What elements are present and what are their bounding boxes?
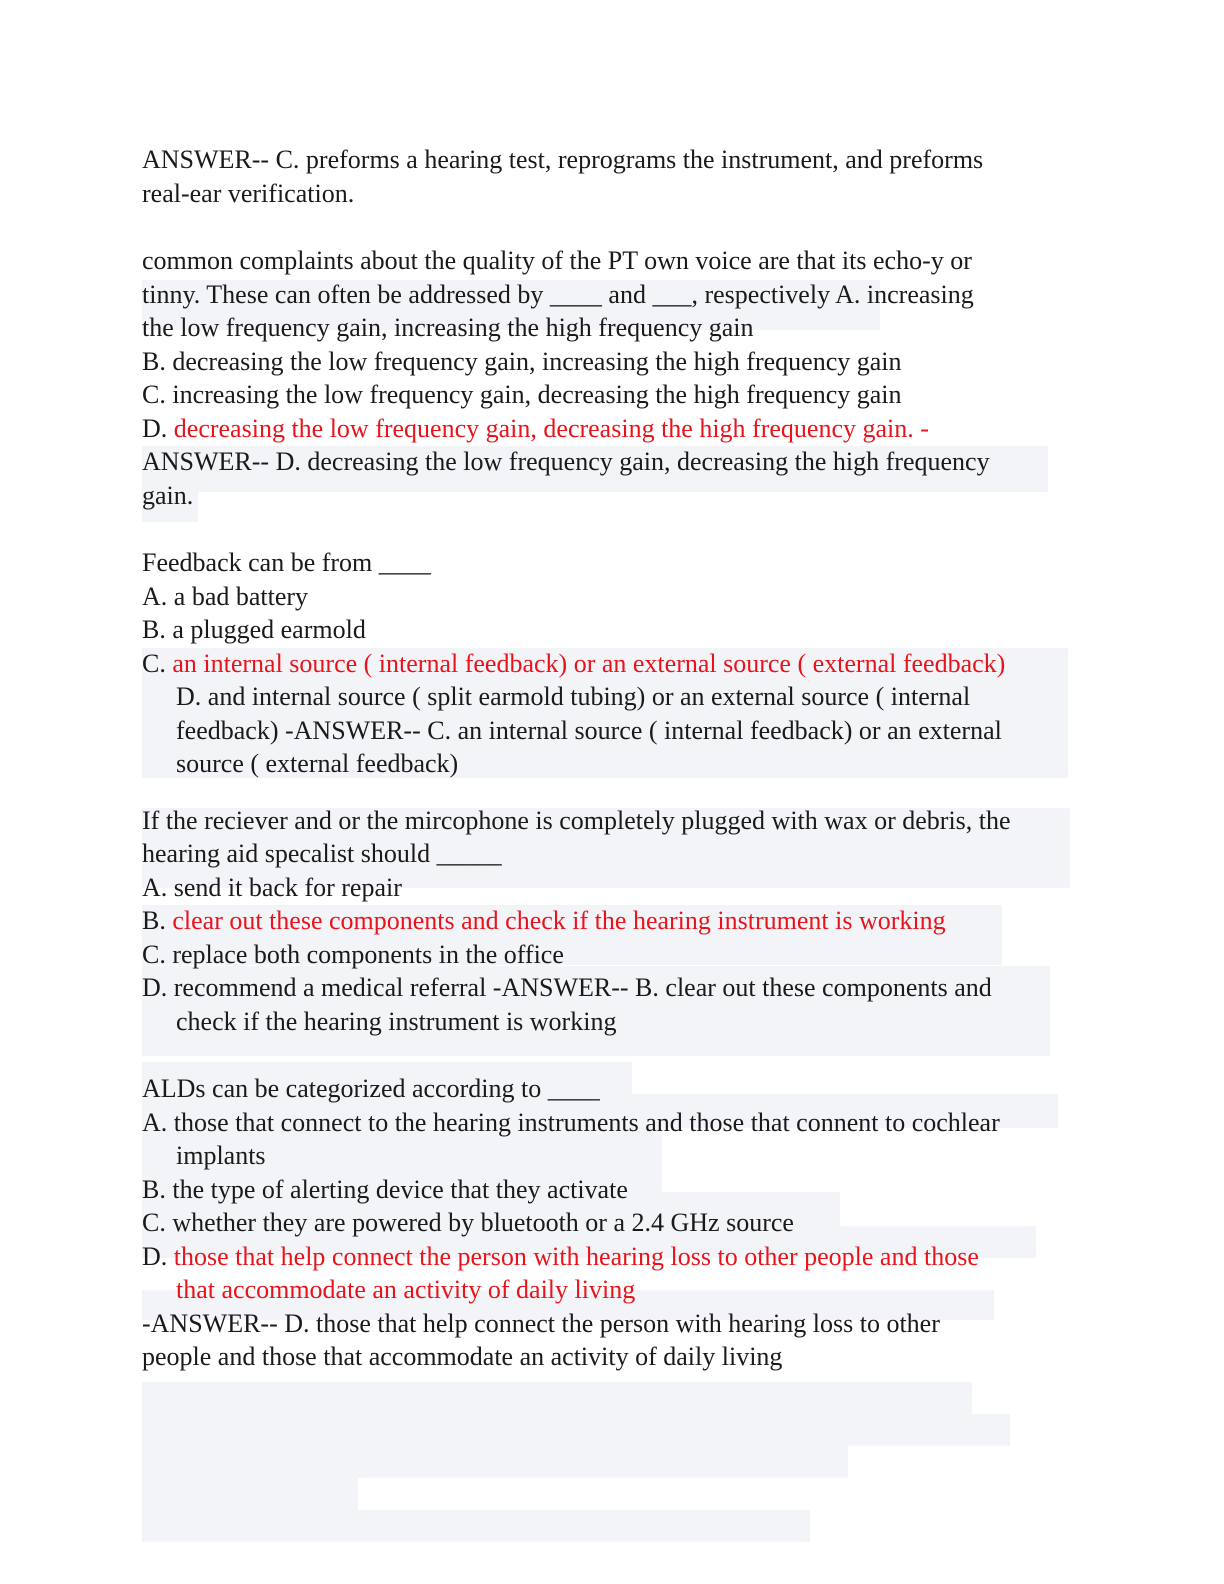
highlighted-answer: an internal source ( internal feedback) or an external source ( external feedback)	[172, 648, 1006, 678]
highlighted-answer: decreasing the low frequency gain, decreasing the high frequency gain. -	[173, 413, 929, 443]
highlight-bg	[142, 1478, 358, 1510]
answer-line: ANSWER-- D. decreasing the low frequency gain, decreasing the high frequency	[142, 447, 990, 476]
option-letter: D.	[142, 413, 174, 443]
option-a: A. send it back for repair	[142, 872, 402, 902]
answer-line: check if the hearing instrument is working	[176, 1006, 617, 1036]
option-a-cont: implants	[176, 1141, 266, 1170]
highlight-bg	[142, 1510, 810, 1542]
answer-line: -ANSWER-- D. those that help connect the person with hearing loss to other	[142, 1308, 940, 1338]
option-a: A. those that connect to the hearing instruments and those that connent to cochlear	[142, 1107, 1000, 1137]
option-letter: B.	[142, 906, 173, 935]
option-d: D. recommend a medical referral -ANSWER-- B. clear out these components and	[142, 973, 992, 1002]
question-stem: hearing aid specalist should _____	[142, 839, 502, 868]
question-alds	[142, 1072, 1082, 1374]
option-b: B. the type of alerting device that they activate	[142, 1174, 628, 1204]
question-stem: tinny. These can often be addressed by ____ and ___, respectively A. increasing	[142, 279, 974, 309]
text-line: ANSWER-- C. preforms a hearing test, reprograms the instrument, and preforms	[142, 145, 984, 174]
option-b	[142, 904, 1082, 938]
question-plugged	[142, 804, 1082, 1039]
paragraph-gap	[142, 1038, 1082, 1072]
highlighted-answer: those that help connect the person with hearing loss to other people and those	[173, 1241, 979, 1271]
option-c	[142, 647, 1082, 681]
option-letter: C.	[142, 648, 173, 678]
question-stem: Feedback can be from ____	[142, 548, 431, 577]
highlighted-answer: that accommodate an activity of daily living	[176, 1275, 636, 1304]
option-c: C. replace both components in the office	[142, 939, 564, 969]
document-page	[142, 143, 1082, 1374]
option-b: B. a plugged earmold	[142, 615, 366, 644]
answer-line: people and those that accommodate an activity of daily living	[142, 1342, 783, 1371]
option-d: D. and internal source ( split earmold tubing) or an external source ( internal	[176, 682, 971, 711]
option-c: C. increasing the low frequency gain, decreasing the high frequency gain	[142, 380, 902, 409]
option-letter: D.	[142, 1241, 174, 1271]
option-a: A. a bad battery	[142, 581, 309, 611]
question-stem: the low frequency gain, increasing the high frequency gain	[142, 313, 754, 342]
question-feedback	[142, 546, 1082, 781]
option-d	[142, 412, 1082, 446]
answer-line: gain.	[142, 480, 194, 510]
paragraph-gap	[142, 781, 1082, 804]
highlight-bg	[142, 1414, 1010, 1446]
question-own-voice	[142, 244, 1082, 512]
option-d	[142, 1240, 1082, 1274]
paragraph-gap	[142, 210, 1082, 244]
answer-line: source ( external feedback)	[176, 749, 459, 778]
question-stem: common complaints about the quality of the PT own voice are that its echo-y or	[142, 246, 972, 275]
answer-line: feedback) -ANSWER-- C. an internal source ( internal feedback) or an external	[176, 715, 1002, 745]
highlight-bg	[142, 1446, 848, 1478]
text-line: real-ear verification.	[142, 178, 355, 208]
option-c: C. whether they are powered by bluetooth or a 2.4 GHz source	[142, 1208, 794, 1237]
highlight-bg	[142, 1382, 972, 1414]
answer-block	[142, 143, 1082, 210]
question-stem: If the reciever and or the mircophone is completely plugged with wax or debris, the	[142, 805, 1011, 835]
option-b: B. decreasing the low frequency gain, increasing the high frequency gain	[142, 346, 902, 376]
question-stem: ALDs can be categorized according to ____	[142, 1074, 600, 1103]
highlighted-answer: clear out these components and check if the hearing instrument is working	[172, 906, 946, 935]
paragraph-gap	[142, 512, 1082, 546]
